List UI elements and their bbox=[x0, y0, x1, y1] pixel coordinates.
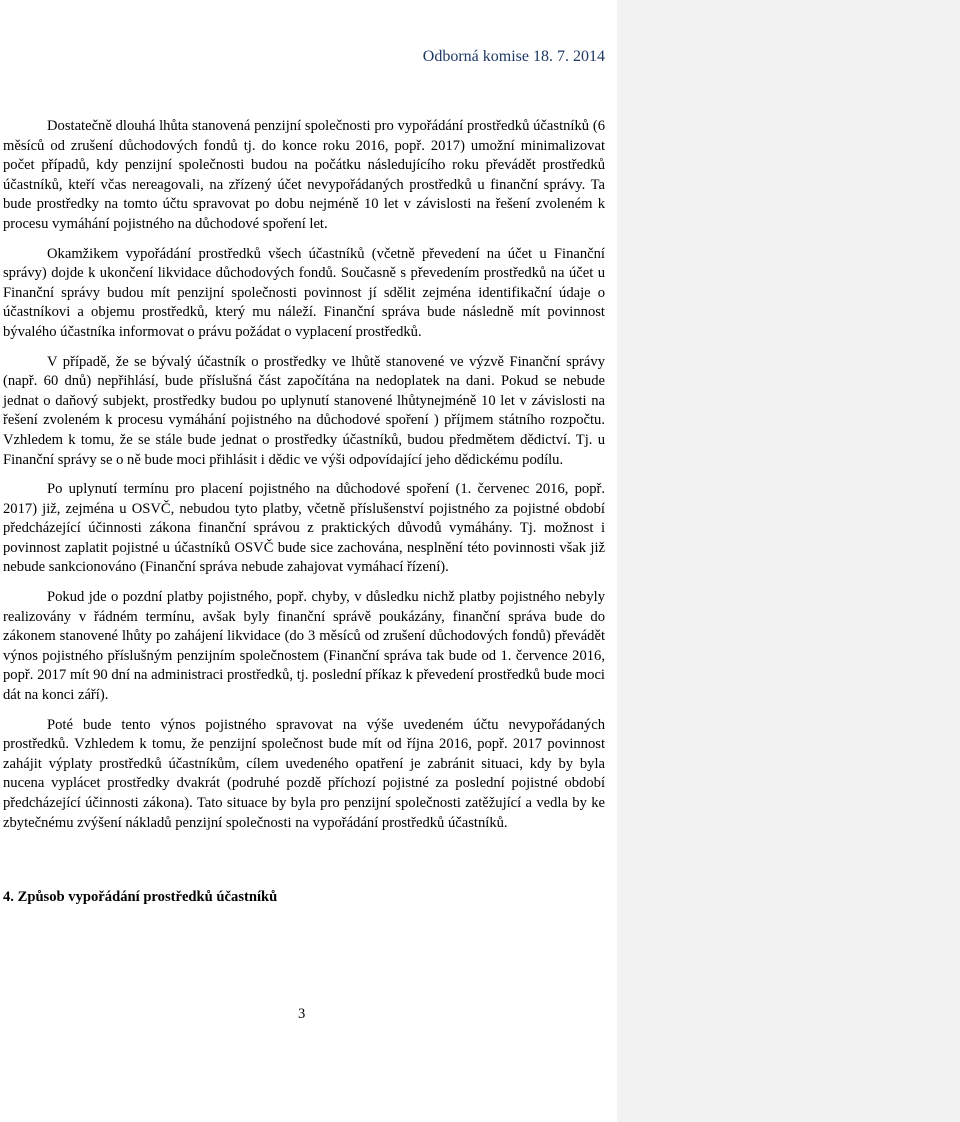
section-heading: 4. Způsob vypořádání prostředků účastníků bbox=[3, 889, 278, 905]
page-header: Odborná komise 18. 7. 2014 bbox=[422, 48, 605, 65]
paragraph-settlement-moment: Okamžikem vypořádání prostředků všech účastníků (včetně převedení na účet u Finanční správy) dojde k ukončení likvidace důchodových fondů. Současně s převedením prostředků na účet u Finanční správy budou mít penzijní společnosti povinnost jí sdělit zejména identifikační údaje o účastníkovi a objemu prostředků, který mu náleží. Finanční správa bude následně mít povinnost bývalého účastníka informovat o právu požádat o vyplacení prostředků. bbox=[3, 245, 605, 340]
paragraph-premium-yield: Poté bude tento výnos pojistného spravovat na výše uvedeném účtu nevypořádaných prostředků. Vzhledem k tomu, že penzijní společnost bude mít od října 2016, popř. 2017 povinnost zahájit výplaty prostředků účastníkům, cílem uvedeného opatření je zabránit situaci, kdy by byla nucena vyplácet prostředky dvakrát (podruhé pozdě příchozí pojistné za poslední pojistné období předcházející účinnosti zákona). Tato situace by byla pro penzijní společnosti zatěžující a vedla by ke zbytečnému zvýšení nákladů penzijní společnosti na vypořádání prostředků účastníků. bbox=[3, 716, 605, 831]
paragraph-unclaimed-funds: V případě, že se bývalý účastník o prostředky ve lhůtě stanovené ve výzvě Finanční správy (např. 60 dnů) nepřihlásí, bude příslušná část započítána na nedoplatek na dani. Pokud se nebude jednat o daňový subjekt, prostředky budou po uplynutí stanovené lhůtynejméně 10 let v závislosti na řešení zvoleném k procesu vymáhání pojistného na důchodové spoření ) příjmem státního rozpočtu. Vzhledem k tomu, že se stále bude jednat o prostředky účastníků, budou předmětem dědictví. Tj. u Finanční správy se o ně bude moci přihlásit i dědic ve výši odpovídající jeho dědickému podílu. bbox=[3, 353, 605, 468]
document-body bbox=[3, 117, 605, 843]
paragraph-liquidation-deadline: Dostatečně dlouhá lhůta stanovená penzijní společnosti pro vypořádání prostředků účastníků (6 měsíců od zrušení důchodových fondů tj. do konce roku 2016, popř. 2017) umožní minimalizovat počet případů, kdy penzijní společnosti budou na počátku následujícího roku převádět prostředků účastníků, kteří včas nereagovali, na zřízený účet nevypořádaných prostředků u finanční správy. Ta bude prostředky na tomto účtu spravovat po dobu nejméně 10 let v závislosti na řešení zvoleném k procesu vymáhání pojistného na důchodové spoření let. bbox=[3, 118, 605, 232]
paragraph-late-payments: Pokud jde o pozdní platby pojistného, popř. chyby, v důsledku nichž platby pojistného nebyly realizovány v řádném termínu, avšak byly finanční správě poukázány, finanční správa bude do zákonem stanovené lhůty po zahájení likvidace (do 3 měsíců od zrušení důchodových fondů) převádět výnos pojistného příslušným penzijním společnostem (Finanční správa tak bude od 1. července 2016, popř. 2017 mít 90 dní na administraci prostředků, tj. poslední příkaz k převedení prostředků bude moci dát na konci září). bbox=[3, 589, 605, 704]
document-side-margin bbox=[617, 0, 960, 1122]
paragraph-premium-deadline: Po uplynutí termínu pro placení pojistného na důchodové spoření (1. červenec 2016, popř. 2017) již, zejména u OSVČ, nebudou tyto platby, včetně příslušenství pojistného za pojistné období předcházející účinnosti zákona finanční správou z praktických důvodů vymáhány. Tj. možnost i povinnost zaplatit pojistné u účastníků OSVČ bude sice zachována, nesplnění této povinnosti však již nebude sankcionováno (Finanční správa nebude zahajovat vymáhací řízení). bbox=[3, 481, 605, 576]
page-number: 3 bbox=[298, 1006, 306, 1022]
